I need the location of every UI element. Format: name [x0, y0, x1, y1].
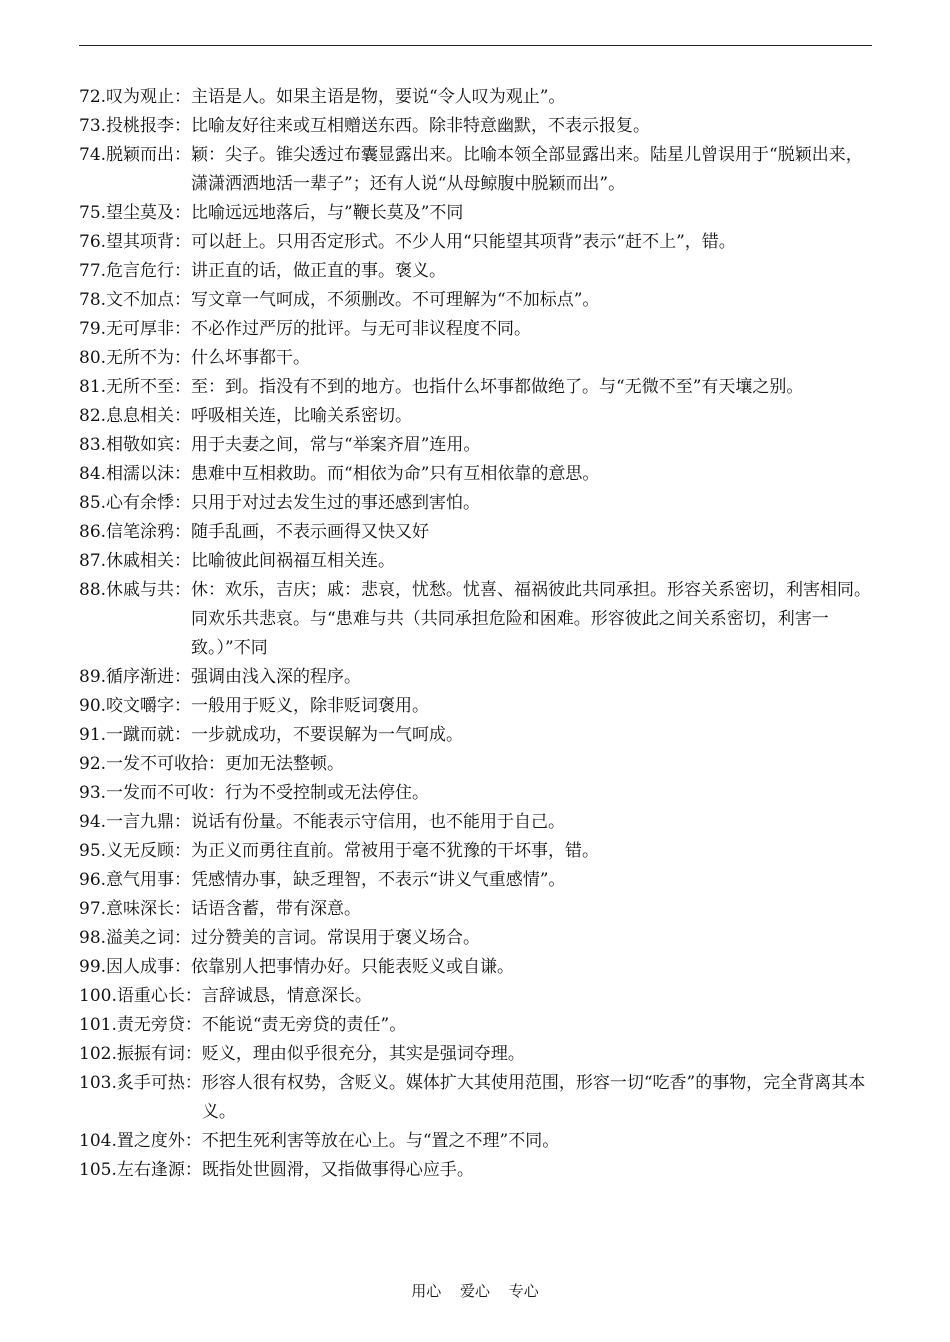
entry-number: 73. [79, 116, 107, 136]
entry-definition: 呼吸相关连，比喻关系密切。 [191, 406, 413, 426]
entry-number: 82. [79, 406, 107, 426]
entry-definition: 强调由浅入深的程序。 [191, 667, 362, 687]
entry-definition: 主语是人。如果主语是物，要说“令人叹为观止”。 [191, 87, 566, 107]
entry-definition: 只用于对过去发生过的事还感到害怕。 [191, 493, 481, 513]
entry-number: 104. [79, 1131, 117, 1151]
entry-number: 79. [79, 319, 107, 339]
entry-term: 一言九鼎： [106, 812, 192, 832]
entry-term: 休戚与共： [106, 580, 192, 600]
entry-term: 危言危行： [106, 261, 192, 281]
entry-definition: 形容人很有权势，含贬义。媒体扩大其使用范围，形容一切“吃香”的事物，完全背离其本义。 [201, 1073, 866, 1122]
entry-number: 75. [79, 203, 107, 223]
entry-definition: 更加无法整顿。 [225, 754, 345, 774]
idiom-entry [79, 373, 879, 402]
idiom-entry [79, 750, 879, 779]
entry-definition: 一步就成功，不要误解为一气呵成。 [191, 725, 464, 745]
entry-definition: 什么坏事都干。 [191, 348, 311, 368]
entry-term: 望其项背： [106, 232, 192, 252]
entry-definition: 颖：尖子。锥尖透过布囊显露出来。比喻本领全部显露出来。陆星儿曾误用于“脱颖出来，潇潇洒洒地活一辈子”；还有人说“从母鲸腹中脱颖而出”。 [191, 145, 863, 194]
entry-number: 99. [79, 957, 107, 977]
idiom-entry [79, 112, 879, 141]
idiom-entry [79, 953, 879, 982]
entry-number: 98. [79, 928, 107, 948]
entry-definition: 依靠别人把事情办好。只能表贬义或自谦。 [191, 957, 515, 977]
entry-definition: 不必作过严厉的批评。与无可非议程度不同。 [191, 319, 532, 339]
entry-number: 91. [79, 725, 107, 745]
entry-definition: 过分赞美的言词。常误用于褒义场合。 [191, 928, 481, 948]
entry-definition: 休：欢乐，吉庆；戚：悲哀，忧愁。忧喜、福祸彼此共同承担。形容关系密切，利害相同。同欢乐共悲哀。与“患难与共（共同承担危险和困难。形容彼此之间关系密切，利害一致。）”不同 [191, 580, 872, 658]
entry-definition: 既指处世圆滑，又指做事得心应手。 [201, 1160, 474, 1180]
entry-definition: 用于夫妻之间，常与“举案齐眉”连用。 [191, 435, 481, 455]
entry-number: 77. [79, 261, 107, 281]
entry-term: 振振有词： [116, 1044, 202, 1064]
idiom-entry [79, 199, 879, 228]
entry-number: 76. [79, 232, 107, 252]
entry-term: 咬文嚼字： [106, 696, 192, 716]
idiom-entry [79, 1156, 879, 1185]
entry-term: 无所不为： [106, 348, 192, 368]
entry-number: 81. [79, 377, 107, 397]
entry-number: 94. [79, 812, 107, 832]
idiom-entry [79, 1127, 879, 1156]
entry-term: 文不加点： [106, 290, 192, 310]
idiom-entry [79, 228, 879, 257]
idiom-entry [79, 547, 879, 576]
entry-number: 105. [79, 1160, 117, 1180]
entry-number: 100. [79, 986, 117, 1006]
entry-number: 87. [79, 551, 107, 571]
entry-term: 休戚相关： [106, 551, 192, 571]
entry-definition: 讲正直的话，做正直的事。褒义。 [191, 261, 447, 281]
idiom-entry [79, 1069, 879, 1127]
entry-number: 89. [79, 667, 107, 687]
entry-definition: 随手乱画，不表示画得又快又好 [191, 522, 430, 542]
header-rule [79, 45, 872, 46]
entry-number: 97. [79, 899, 107, 919]
entry-number: 84. [79, 464, 107, 484]
entry-term: 投桃报李： [106, 116, 192, 136]
entry-number: 83. [79, 435, 107, 455]
entry-number: 93. [79, 783, 107, 803]
entry-number: 78. [79, 290, 107, 310]
entry-term: 信笔涂鸦： [106, 522, 192, 542]
idiom-entry [79, 837, 879, 866]
idiom-entry [79, 866, 879, 895]
entry-number: 101. [79, 1015, 117, 1035]
entry-number: 74. [79, 145, 107, 165]
entry-term: 心有余悸： [106, 493, 192, 513]
idiom-entry [79, 982, 879, 1011]
entry-definition: 患难中互相救助。而“相依为命”只有互相依靠的意思。 [191, 464, 600, 484]
idiom-entry [79, 1011, 879, 1040]
entry-definition: 比喻彼此间祸福互相关连。 [191, 551, 396, 571]
entry-term: 一发而不可收： [106, 783, 226, 803]
entry-term: 意味深长： [106, 899, 192, 919]
entry-term: 脱颖而出： [106, 145, 192, 165]
idiom-entry [79, 779, 879, 808]
entry-definition: 可以赶上。只用否定形式。不少人用“只能望其项背”表示“赶不上”，错。 [191, 232, 736, 252]
idiom-entry [79, 518, 879, 547]
entry-definition: 比喻远远地落后，与”鞭长莫及”不同 [191, 203, 464, 223]
entry-term: 一蹴而就： [106, 725, 192, 745]
idiom-entry [79, 315, 879, 344]
entry-definition: 至：到。指没有不到的地方。也指什么坏事都做绝了。与“无微不至”有天壤之别。 [191, 377, 804, 397]
idiom-entry [79, 286, 879, 315]
entry-number: 88. [79, 580, 107, 600]
entry-definition: 贬义，理由似乎很充分，其实是强词夺理。 [201, 1044, 525, 1064]
entry-number: 95. [79, 841, 107, 861]
idiom-list [79, 83, 879, 1185]
entry-term: 意气用事： [106, 870, 192, 890]
idiom-entry [79, 721, 879, 750]
entry-number: 102. [79, 1044, 117, 1064]
entry-definition: 行为不受控制或无法停住。 [225, 783, 430, 803]
idiom-entry [79, 344, 879, 373]
entry-definition: 为正义而勇往直前。常被用于毫不犹豫的干坏事，错。 [191, 841, 600, 861]
entry-term: 置之度外： [116, 1131, 202, 1151]
entry-number: 96. [79, 870, 107, 890]
idiom-entry [79, 257, 879, 286]
entry-definition: 写文章一气呵成，不须删改。不可理解为“不加标点”。 [191, 290, 600, 310]
entry-definition: 不把生死利害等放在心上。与“置之不理”不同。 [201, 1131, 560, 1151]
entry-definition: 不能说“责无旁贷的责任”。 [201, 1015, 407, 1035]
entry-term: 相敬如宾： [106, 435, 192, 455]
idiom-entry [79, 663, 879, 692]
entry-definition: 说话有份量。不能表示守信用，也不能用于自己。 [191, 812, 566, 832]
entry-definition: 一般用于贬义，除非贬词褒用。 [191, 696, 430, 716]
entry-definition: 言辞诚恳，情意深长。 [201, 986, 372, 1006]
idiom-entry [79, 692, 879, 721]
entry-term: 义无反顾： [106, 841, 192, 861]
entry-term: 无可厚非： [106, 319, 192, 339]
entry-number: 85. [79, 493, 107, 513]
idiom-entry [79, 141, 879, 199]
entry-term: 因人成事： [106, 957, 192, 977]
idiom-entry [79, 1040, 879, 1069]
entry-term: 无所不至： [106, 377, 192, 397]
entry-term: 语重心长： [116, 986, 202, 1006]
entry-definition: 话语含蓄，带有深意。 [191, 899, 362, 919]
entry-term: 望尘莫及： [106, 203, 192, 223]
entry-number: 90. [79, 696, 107, 716]
entry-term: 溢美之词： [106, 928, 192, 948]
entry-number: 86. [79, 522, 107, 542]
idiom-entry [79, 431, 879, 460]
idiom-entry [79, 808, 879, 837]
entry-term: 相濡以沫： [106, 464, 192, 484]
idiom-entry [79, 83, 879, 112]
idiom-entry [79, 924, 879, 953]
entry-number: 92. [79, 754, 107, 774]
idiom-entry [79, 895, 879, 924]
idiom-entry [79, 576, 879, 663]
idiom-entry [79, 460, 879, 489]
entry-definition: 比喻友好往来或互相赠送东西。除非特意幽默，不表示报复。 [191, 116, 651, 136]
page-footer: 用心 爱心 专心 [411, 1282, 539, 1300]
entry-term: 叹为观止： [106, 87, 192, 107]
entry-term: 责无旁贷： [116, 1015, 202, 1035]
entry-term: 左右逢源： [116, 1160, 202, 1180]
idiom-entry [79, 402, 879, 431]
entry-term: 息息相关： [106, 406, 192, 426]
entry-term: 循序渐进： [106, 667, 192, 687]
entry-number: 72. [79, 87, 107, 107]
entry-number: 103. [79, 1073, 117, 1093]
idiom-entry [79, 489, 879, 518]
entry-number: 80. [79, 348, 107, 368]
entry-definition: 凭感情办事，缺乏理智，不表示“讲义气重感情”。 [191, 870, 566, 890]
entry-term: 一发不可收拾： [106, 754, 226, 774]
entry-term: 炙手可热： [116, 1073, 202, 1093]
